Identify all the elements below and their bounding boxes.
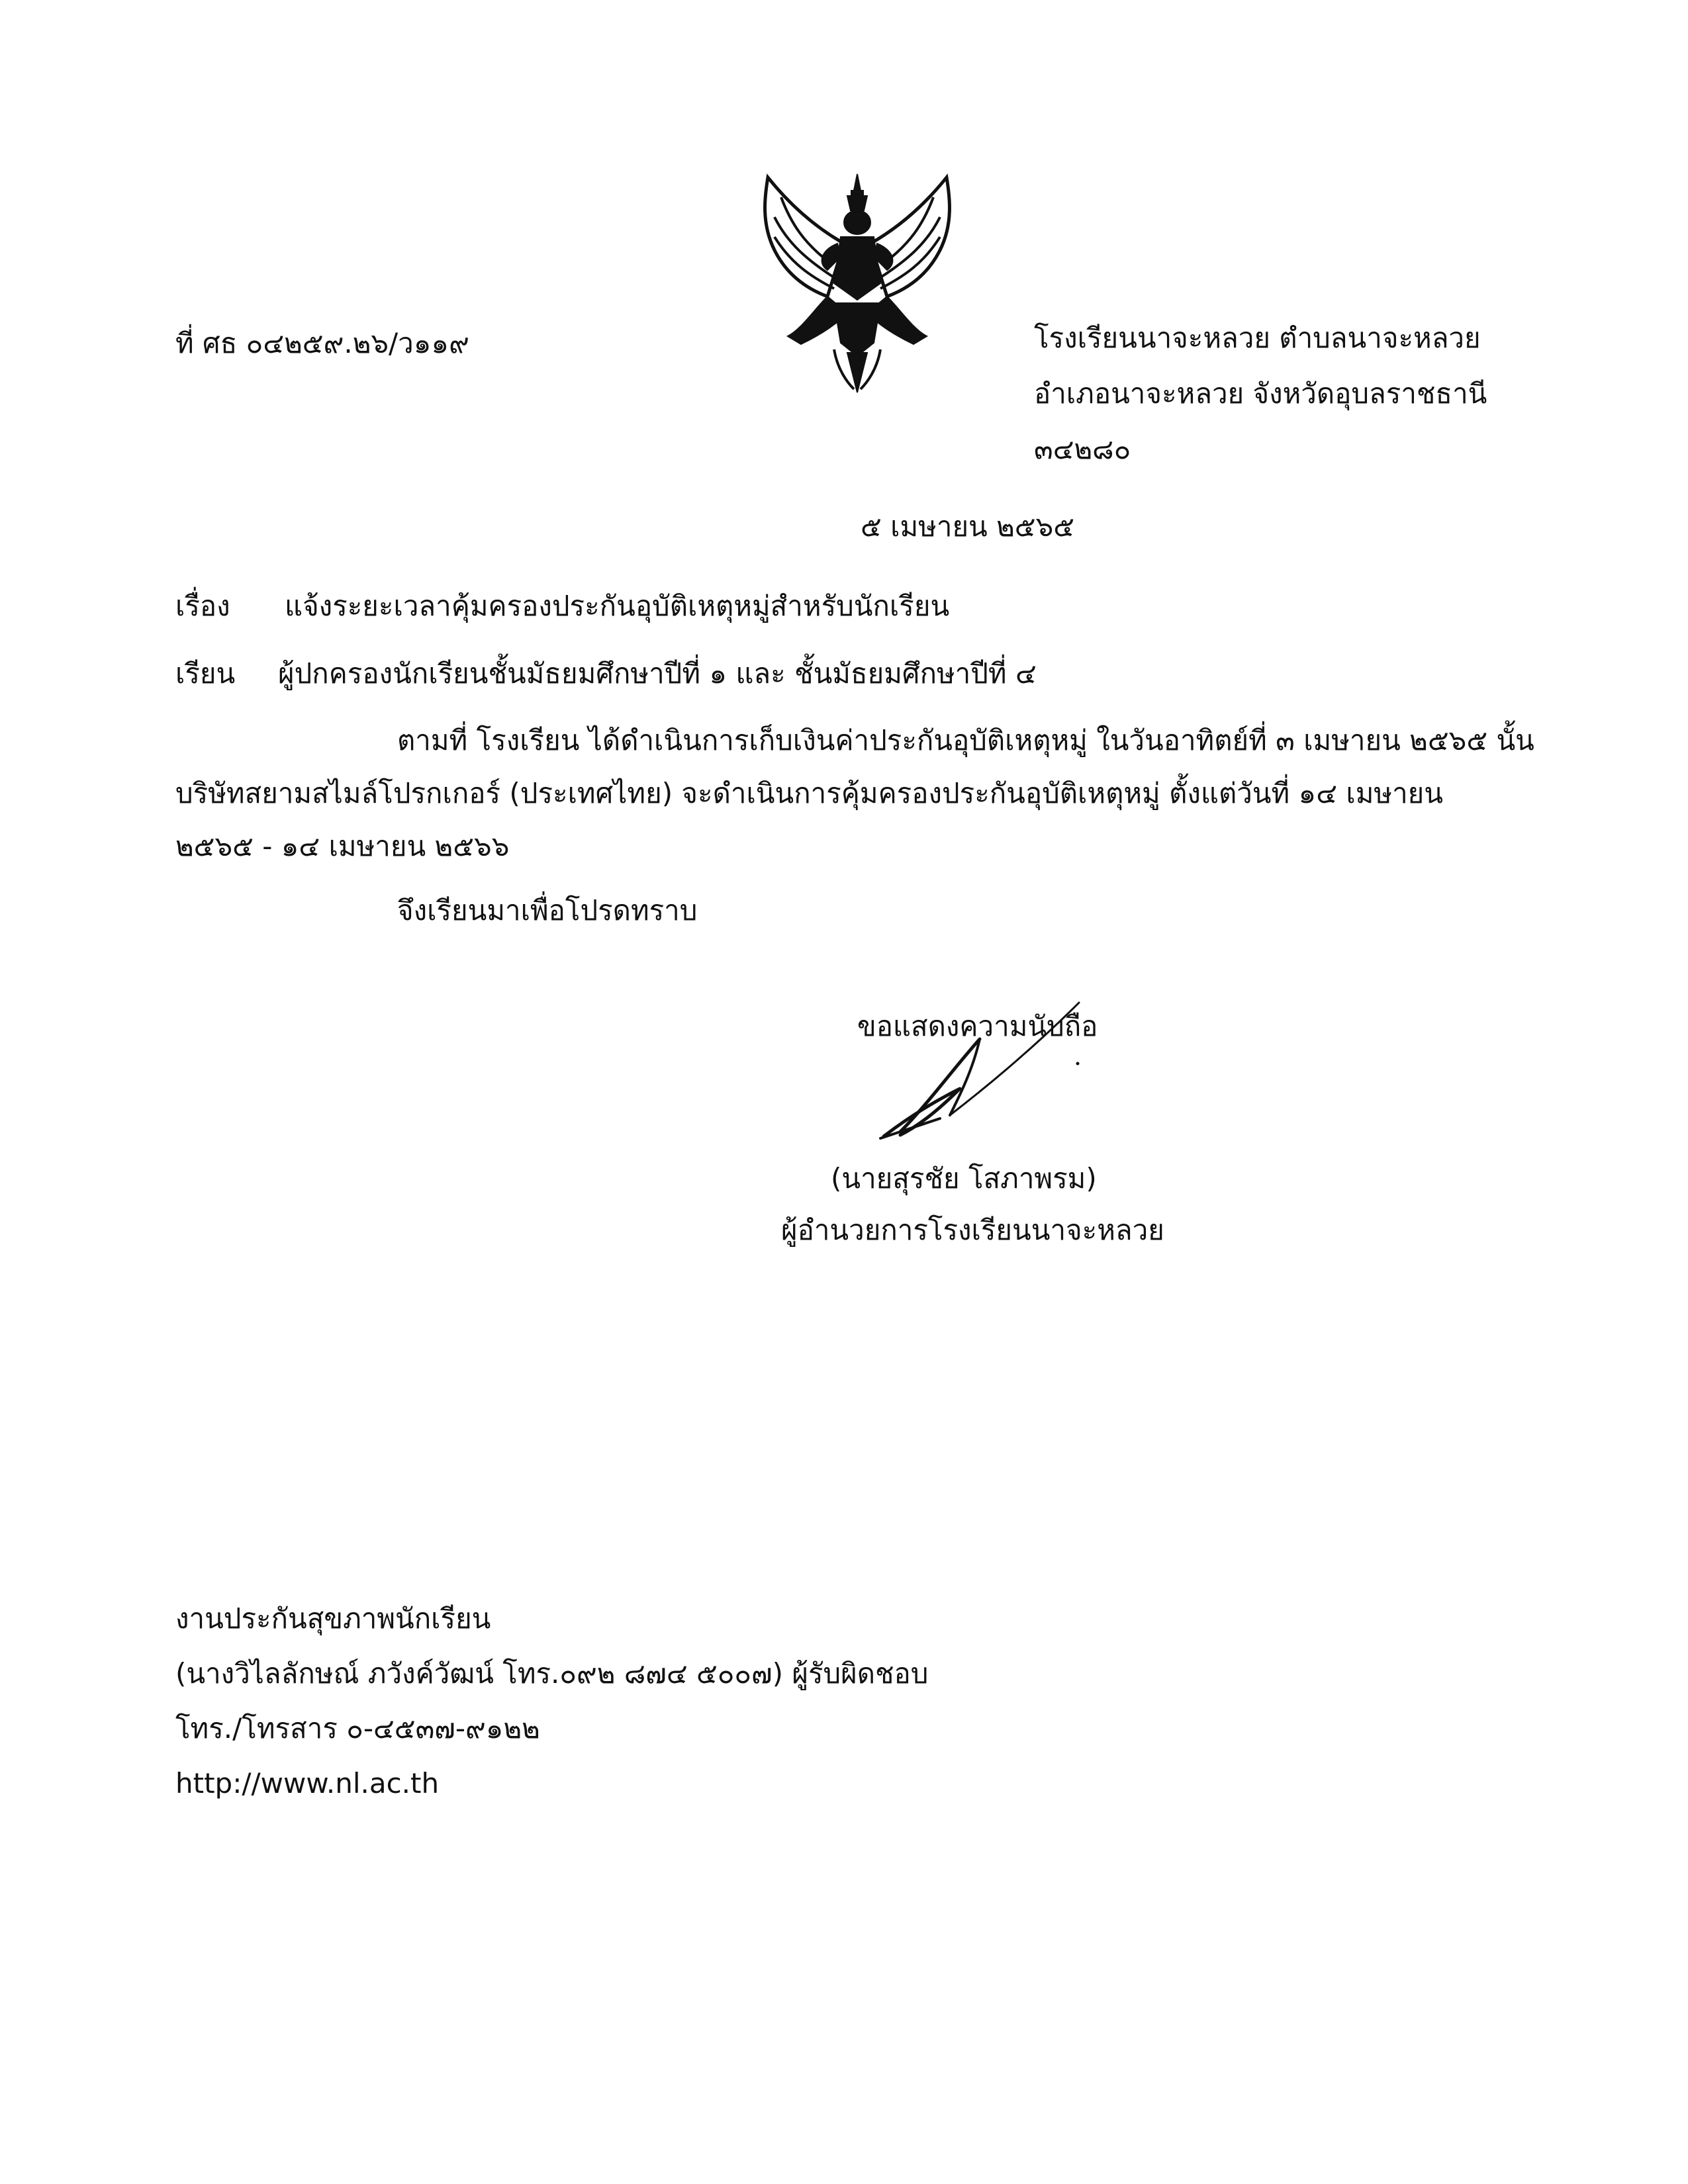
signer-position: ผู้อำนวยการโรงเรียนนาจะหลวย bbox=[781, 1214, 1164, 1246]
address-line: อำเภอนาจะหลวย จังหวัดอุบลราชธานี bbox=[1034, 377, 1487, 410]
document-number: ที่ ศธ ๐๔๒๕๙.๒๖/ว๑๑๙ bbox=[175, 327, 469, 359]
footer-website-link[interactable]: http://www.nl.ac.th bbox=[175, 1767, 440, 1799]
body-line: ๒๕๖๕ - ๑๔ เมษายน ๒๕๖๖ bbox=[175, 830, 510, 862]
closing-request: จึงเรียนมาเพื่อโปรดทราบ bbox=[397, 894, 698, 927]
footer-department: งานประกันสุขภาพนักเรียน bbox=[175, 1602, 491, 1635]
recipient-text: ผู้ปกครองนักเรียนชั้นมัธยมศึกษาปีที่ ๑ และ ชั้นมัธยมศึกษาปีที่ ๔ bbox=[278, 657, 1037, 690]
footer-phone-fax: โทร./โทรสาร ๐-๔๕๓๗-๙๑๒๒ bbox=[175, 1712, 540, 1745]
subject-text: แจ้งระยะเวลาคุ้มครองประกันอุบัติเหตุหมู่สำหรับนักเรียน bbox=[285, 590, 950, 622]
garuda-emblem bbox=[755, 171, 960, 396]
recipient-label: เรียน bbox=[175, 657, 236, 690]
handwritten-signature bbox=[861, 989, 1112, 1148]
postal-code: ๓๔๒๘๐ bbox=[1034, 433, 1131, 465]
footer-responsible-person: (นางวิไลลักษณ์ ภวังค์วัฒน์ โทร.๐๙๒ ๘๗๔ ๕๐๐๗) ผู้รับผิดชอบ bbox=[175, 1657, 929, 1690]
body-line: บริษัทสยามสไมล์โปรกเกอร์ (ประเทศไทย) จะดำเนินการคุ้มครองประกันอุบัติเหตุหมู่ ตั้งแต่วันที่ ๑๔ เมษายน bbox=[175, 777, 1443, 809]
signer-name: (นายสุรชัย โสภาพรม) bbox=[831, 1162, 1097, 1195]
address-line: โรงเรียนนาจะหลวย ตำบลนาจะหลวย bbox=[1034, 322, 1481, 354]
document-date: ๕ เมษายน ๒๕๖๕ bbox=[861, 510, 1075, 543]
body-line: ตามที่ โรงเรียน ได้ดำเนินการเก็บเงินค่าประกันอุบัติเหตุหมู่ ในวันอาทิตย์ที่ ๓ เมษายน ๒๕๖๕ นั้น bbox=[397, 724, 1534, 756]
complimentary-close: ขอแสดงความนับถือ bbox=[857, 1010, 1098, 1042]
school-address bbox=[1034, 324, 1487, 491]
subject-label: เรื่อง bbox=[175, 590, 230, 622]
footer-contact bbox=[175, 1602, 929, 1825]
